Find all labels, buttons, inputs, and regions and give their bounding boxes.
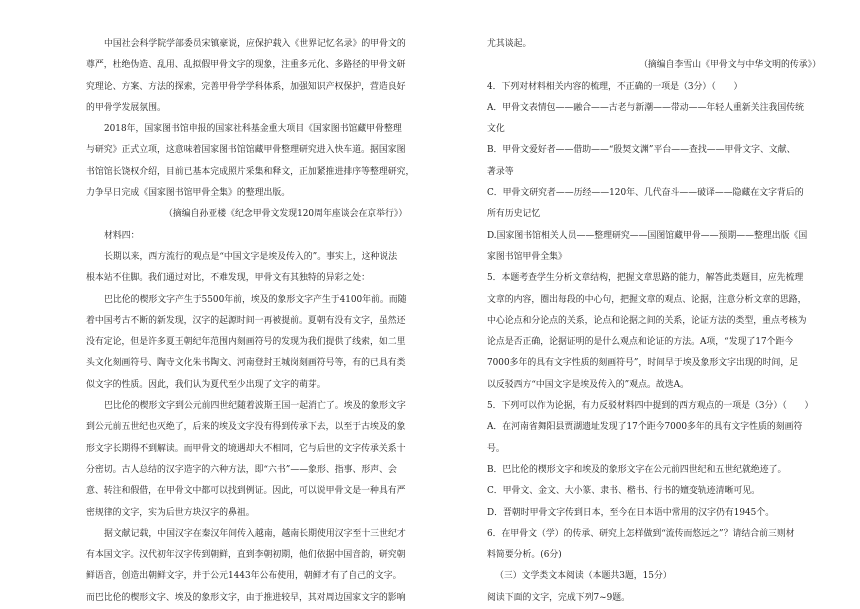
- text-line: 7000多年的具有文字性质的刻画符号”，时间早于埃及象形文字出现的时间，足: [487, 358, 799, 369]
- text-line: 巴比伦的楔形文字产生于5500年前，埃及的象形文字产生于4100年前。而随: [104, 294, 407, 305]
- option-b: B．巴比伦的楔形文字和埃及的象形文字在公元前四世纪和五世纪就绝迹了。: [487, 464, 787, 475]
- text-line: 所有历史记忆: [487, 209, 541, 220]
- text-line: 文化: [487, 124, 505, 135]
- answer-explanation: 5．本题考查学生分析文章结构，把握文章思路的能力，解答此类题目，应先梳理: [487, 273, 804, 284]
- text-line: 著录等: [487, 166, 514, 177]
- text-line: 2018年，国家图书馆申报的国家社科基金重大项目《国家图书馆藏甲骨整理: [104, 124, 402, 135]
- text-line: 根本站不住脚。我们通过对比，不难发现，甲骨文有其独特的异彩之处：: [86, 273, 370, 284]
- section-label: 材料四：: [104, 230, 140, 241]
- text-line: 中心论点和分论点的关系，论点和论据之间的关系，论证方法的类型，重点考核为: [487, 315, 807, 326]
- source-citation: （摘编自孙亚楼《纪念甲骨文发现120周年座谈会在京举行》）: [164, 209, 408, 220]
- question-4: 4．下列对材料相关内容的梳理，不正确的一项是（3分）（ ）: [487, 81, 743, 92]
- option-d: D.国家图书馆相关人员——整理研究——国图馆藏甲骨——预期——整理出版《国: [487, 230, 808, 241]
- option-c: C．甲骨文研究者——历经——120年、几代奋斗——破译——隐藏在文字背后的: [487, 188, 804, 199]
- text-line: 有本国文字。汉代初年汉字传到朝鲜，直到李朝初期，他们依据中国音韵，研究朝: [86, 550, 406, 561]
- text-line: 书馆馆长饶权介绍，目前已基本完成照片采集和释文，正加紧推进排序等整理研究，: [86, 166, 415, 177]
- text-line: 巴比伦的楔形文字到公元前四世纪随着波斯王国一起消亡了。埃及的象形文字: [104, 401, 406, 412]
- option-d: D．晋朝时甲骨文字传到日本，至今在日本语中常用的汉字仍有1945个。: [487, 507, 775, 518]
- text-line: 力争早日完成《国家图书馆甲骨全集》的整理出版。: [86, 188, 291, 199]
- text-line: 长期以来，西方流行的观点是“中国文字是埃及传入的”。事实上，这种说法: [104, 251, 398, 262]
- option-c: C．甲骨文、金文、大小篆、隶书、楷书、行书的嬗变轨迹清晰可见。: [487, 486, 761, 497]
- text-line: 以反驳西方“中国文字是埃及传入的”观点。故选A。: [487, 379, 689, 390]
- section-heading: （三）文学类文本阅读（本题共3题，15分）: [495, 571, 672, 582]
- text-line: 分密切。古人总结的汉字造字的六种方法，即“六书”——象形、指事、形声、会: [86, 464, 397, 475]
- text-line: 的甲骨学发展氛围。: [86, 102, 166, 113]
- text-line: 中国社会科学院学部委员宋镇豪说，应保护载入《世界记忆名录》的甲骨文的: [104, 39, 406, 49]
- question-6: 6．在甲骨文（学）的传承、研究上怎样做到“流传而悠远之”？请结合前三则材: [487, 528, 795, 539]
- text-line: 号。: [487, 443, 505, 454]
- question-5: 5．下列可以作为论据，有力反驳材料四中提到的西方观点的一项是（3分）（ ）: [487, 401, 814, 412]
- text-line: 着中国考古不断的新发现，汉字的起源时间一再被提前。夏朝有没有文字，虽然还: [86, 315, 406, 326]
- text-line: 密规律的文字，实为后世方块汉字的鼻祖。: [86, 507, 255, 518]
- text-line: 究理论、方案、方法的探索，完善甲骨学学科体系，加强知识产权保护，营造良好: [86, 81, 406, 92]
- text-line: 尤其谈起。: [487, 39, 532, 49]
- left-column: [86, 34, 424, 609]
- text-line: 似文字的性质。因此，我们认为夏代至少出现了文字的萌芽。: [86, 379, 326, 390]
- option-a: A．甲骨文表情包——融合——古老与新潮——带动——年轻人重新关注我国传统: [487, 102, 805, 113]
- text-line: 鲜语音，创造出朝鲜文字，并于公元1443年公布使用，朝鲜才有了自己的文字。: [86, 571, 402, 582]
- option-a: A．在河南省舞阳县贾湖遗址发现了17个距今7000多年的具有文字性质的刻画符: [487, 422, 803, 433]
- right-column: [487, 34, 821, 609]
- text-line: 意、转注和假借，在甲骨文中都可以找到例证。因此，可以说甲骨文是一种具有严: [86, 486, 406, 497]
- text-line: 而巴比伦的楔形文字、埃及的象形文字，由于推进较早，其对周边国家文字的影响: [86, 592, 406, 603]
- text-line: 论点是否正确，论据证明的是什么观点和论证的方法。A项，“发现了17个距今: [487, 337, 794, 348]
- text-line: 文章的内容，圈出每段的中心句，把握文章的观点、论据，注意分析文章的思路，: [487, 294, 807, 305]
- text-line: 头文化刻画符号、陶寺文化朱书陶文、河南登封王城岗刻画符号等，有的已具有类: [86, 358, 406, 369]
- text-line: 没有定论，但是许多夏王朝纪年范围内刻画符号的发现为我们提供了线索，如二里: [86, 337, 406, 348]
- instruction-line: 阅读下面的文字，完成下列7~9题。: [487, 592, 630, 603]
- text-line: 家图书馆甲骨全集》: [487, 251, 567, 262]
- text-line: 形文字长期得不到解读。而甲骨文的境遇却大不相同，它与后世的文字传承关系十: [86, 443, 406, 454]
- text-line: 据文献记载，中国汉字在秦汉年间传入越南，越南长期使用汉字至十三世纪才: [104, 528, 406, 539]
- text-line: 料简要分析。(6分): [487, 550, 562, 561]
- text-line: 到公元前五世纪也灭绝了，后来的埃及文字没有得到传承下去，以至于古埃及的象: [86, 422, 406, 433]
- text-line: 与研究》正式立项，这意味着国家图书馆馆藏甲骨整理研究进入快车道。据国家图: [86, 145, 406, 156]
- source-citation: （摘编自李雪山《甲骨文与中华文明的传承》）: [639, 60, 821, 71]
- text-line: 尊严，杜绝伪造、乱用、乱拟假甲骨文字的现象，注重多元化、多路径的甲骨文研: [86, 60, 406, 71]
- option-b: B．甲骨文爱好者——借助——“殷契文渊”平台——查找——甲骨文字、文献、: [487, 145, 796, 156]
